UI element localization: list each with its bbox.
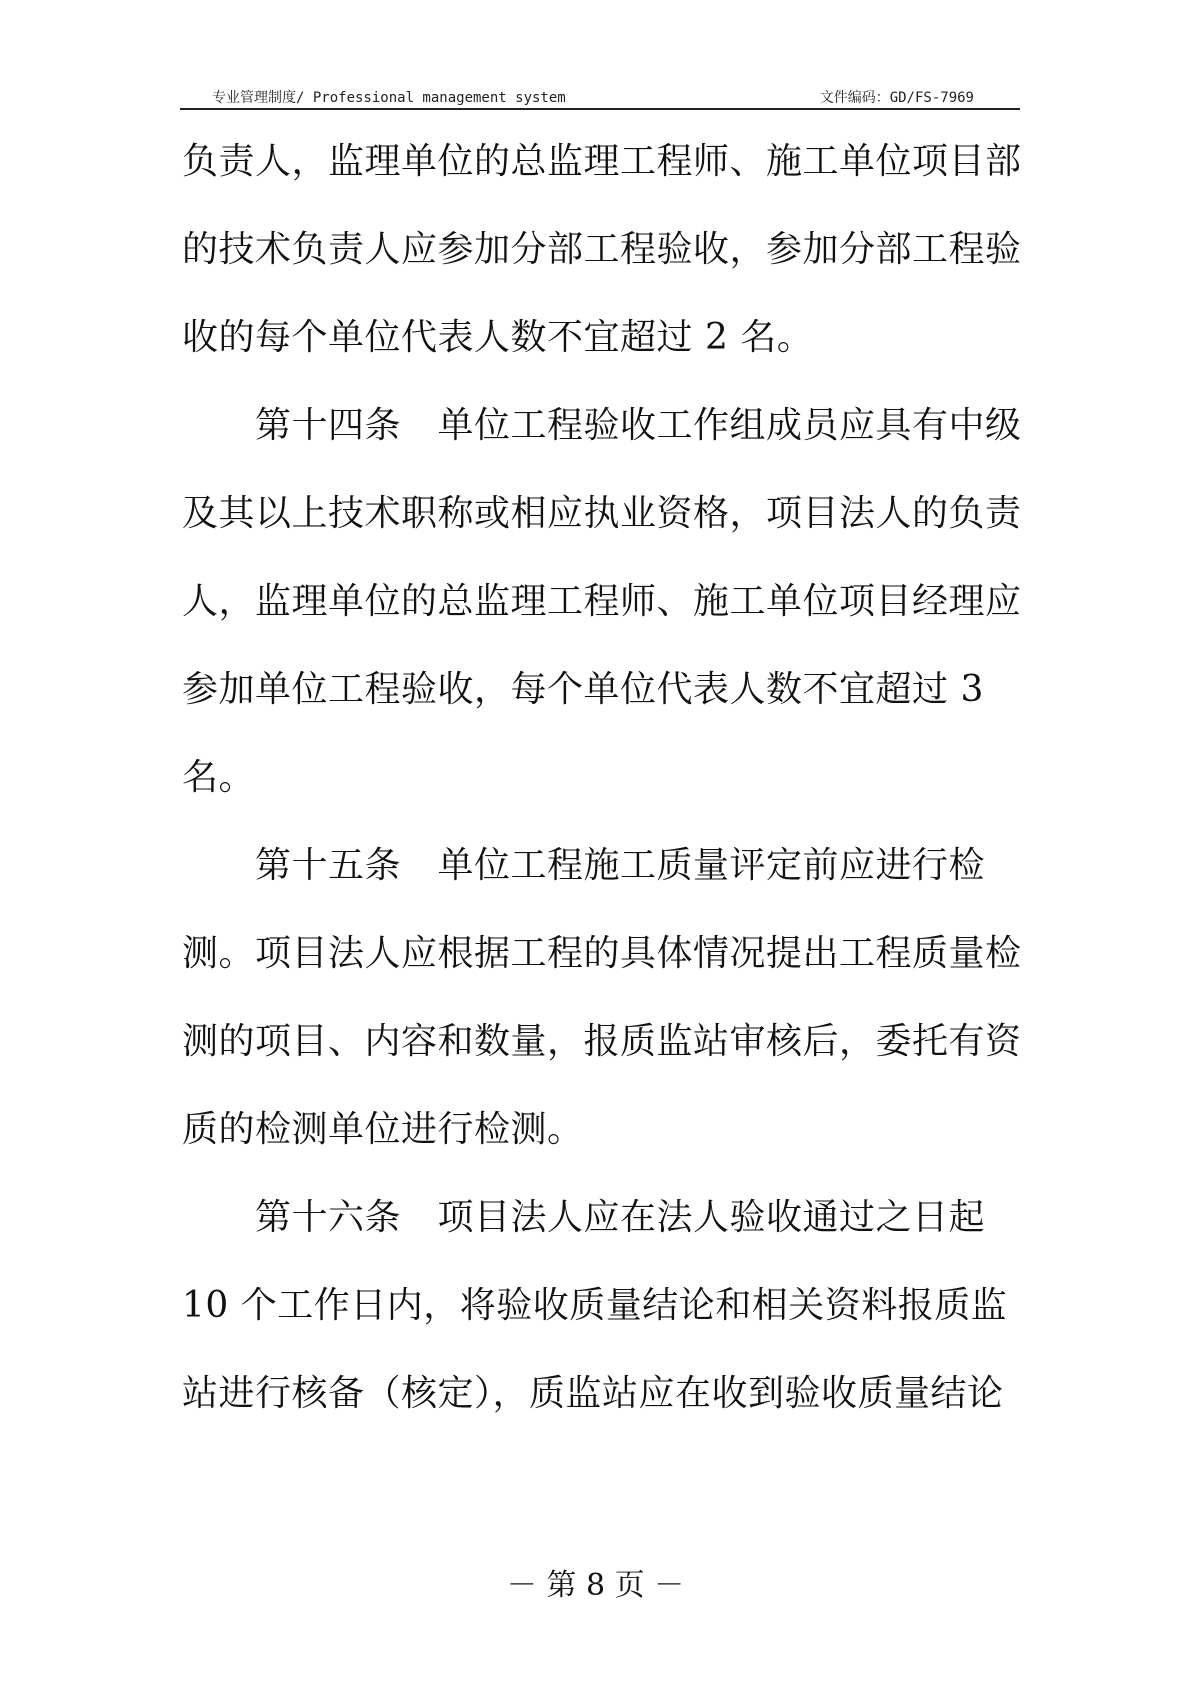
page-number: － 第 8 页 － (506, 1568, 685, 1603)
body-line: 第十四条 单位工程验收工作组成员应具有中级 (182, 405, 1022, 446)
header-title: 专业管理制度/ Professional management system (212, 90, 566, 106)
body-line: 人，监理单位的总监理工程师、施工单位项目经理应 (182, 581, 1022, 622)
body-line: 第十五条 单位工程施工质量评定前应进行检 (182, 845, 986, 886)
body-line: 测的项目、内容和数量，报质监站审核后，委托有资 (182, 1021, 1022, 1062)
body-line: 的技术负责人应参加分部工程验收，参加分部工程验 (182, 229, 1022, 270)
body-line: 名。 (182, 757, 256, 798)
body-line: 测。项目法人应根据工程的具体情况提出工程质量检 (182, 933, 1022, 974)
body-line: 及其以上技术职称或相应执业资格，项目法人的负责 (182, 493, 1022, 534)
body-line: 10 个工作日内，将验收质量结论和相关资料报质监 (182, 1285, 1008, 1326)
body-line: 负责人，监理单位的总监理工程师、施工单位项目部 (182, 141, 1022, 182)
body-line: 收的每个单位代表人数不宜超过 2 名。 (182, 317, 814, 358)
document-code: 文件编码：GD/FS-7969 (819, 90, 974, 106)
body-line: 站进行核备（核定），质监站应在收到验收质量结论 (182, 1373, 1004, 1414)
body-line: 第十六条 项目法人应在法人验收通过之日起 (182, 1197, 986, 1238)
body-line: 质的检测单位进行检测。 (182, 1109, 584, 1150)
body-line: 参加单位工程验收，每个单位代表人数不宜超过 3 (182, 669, 984, 710)
page-header (180, 78, 1020, 110)
